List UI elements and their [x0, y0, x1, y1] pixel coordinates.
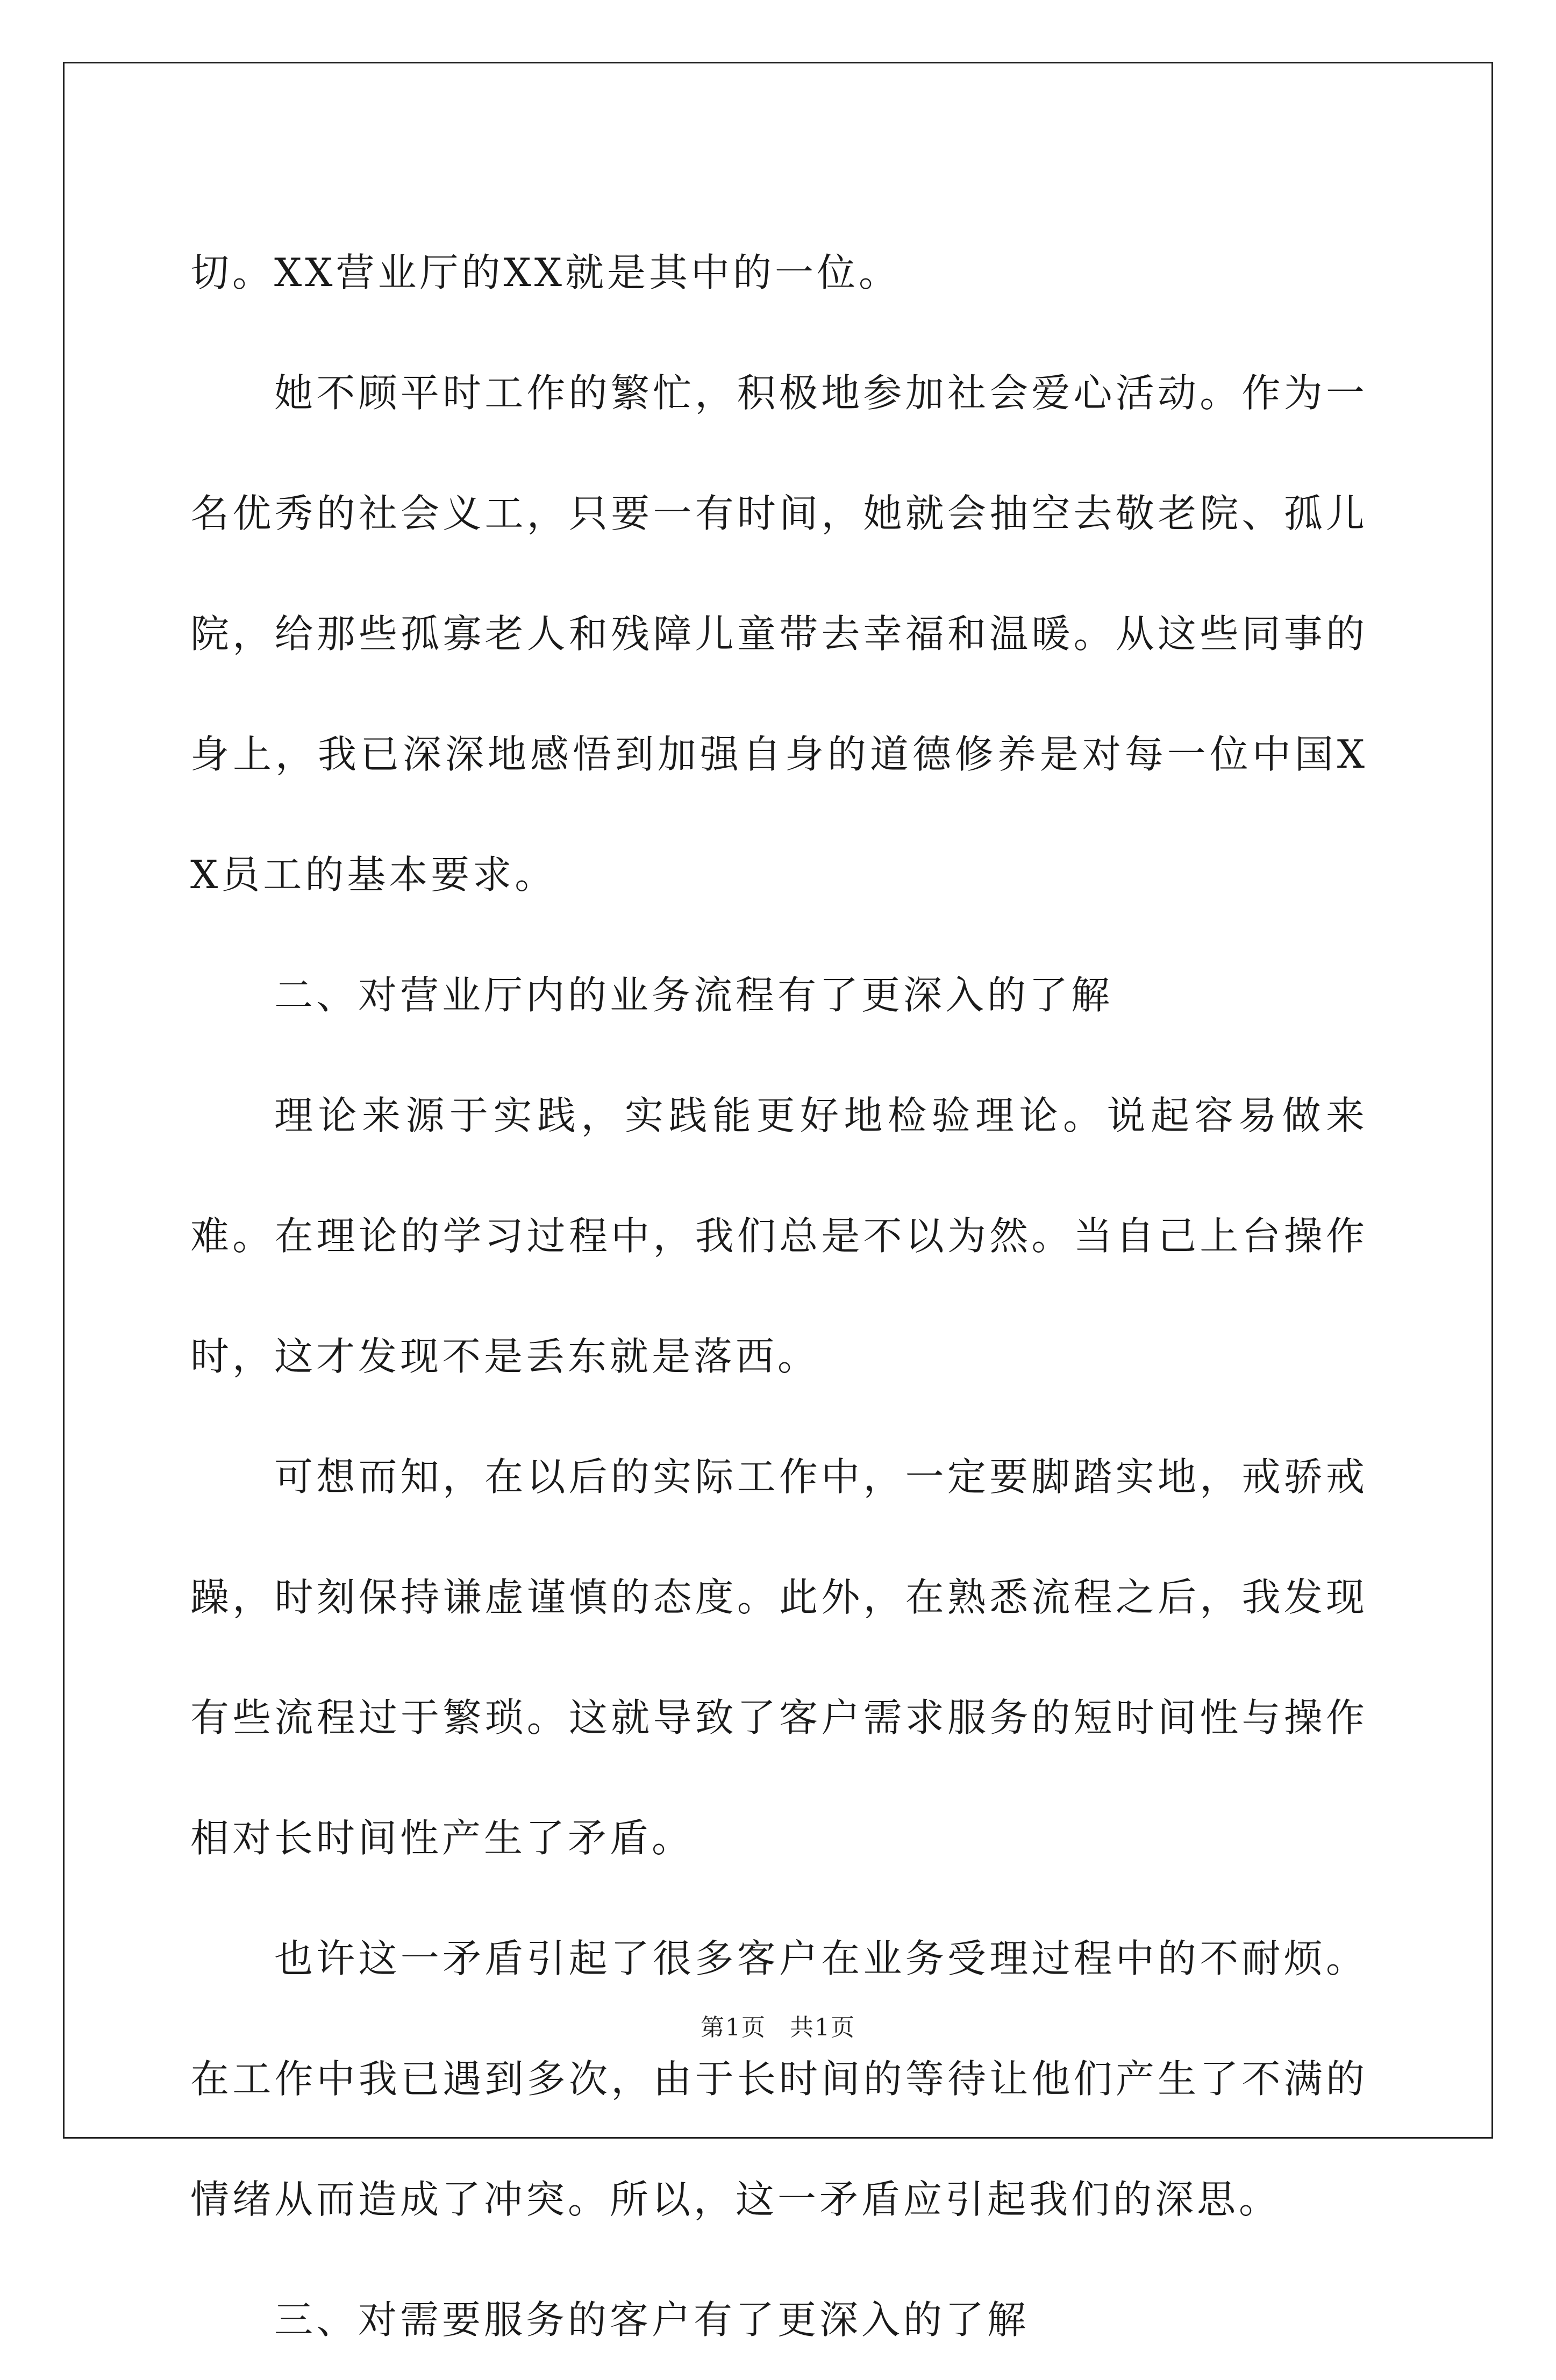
page-total: 共1页 — [790, 2014, 855, 2041]
page-footer — [0, 2008, 1556, 2042]
section-heading-3: 三、对需要服务的客户有了更深入的了解 — [274, 2297, 1030, 2342]
paragraph-theory-practice: 理论来源于实践，实践能更好地检验理论。说起容易做来难。在理论的学习过程中，我们总是不以为然。当自己上台操作时，这才发现不是丢东就是落西。 — [190, 1093, 1368, 1379]
paragraph-conflict: 也许这一矛盾引起了很多客户在业务受理过程中的不耐烦。在工作中我已遇到多次，由于长时间的等待让他们产生了不满的情绪从而造成了冲突。所以，这一矛盾应引起我们的深思。 — [190, 1936, 1368, 2222]
paragraph-continuation: 切。XX营业厅的XX就是其中的一位。 — [190, 250, 901, 295]
page-number: 第1页 — [701, 2014, 766, 2041]
paragraph-process: 可想而知，在以后的实际工作中，一定要脚踏实地，戒骄戒躁，时刻保持谦虚谨慎的态度。此外，在熟悉流程之后，我发现有些流程过于繁琐。这就导致了客户需求服务的短时间性与操作相对长时间性产生了矛盾。 — [190, 1454, 1368, 1861]
section-heading-2: 二、对营业厅内的业务流程有了更深入的了解 — [274, 973, 1114, 1018]
document-body — [190, 212, 1368, 2380]
paragraph-volunteer: 她不顾平时工作的繁忙，积极地参加社会爱心活动。作为一名优秀的社会义工，只要一有时间，她就会抽空去敬老院、孤儿院，给那些孤寡老人和残障儿童带去幸福和温暖。从这些同事的身上，我已深深地感悟到加强自身的道德修养是对每一位中国XX员工的基本要求。 — [190, 370, 1368, 897]
